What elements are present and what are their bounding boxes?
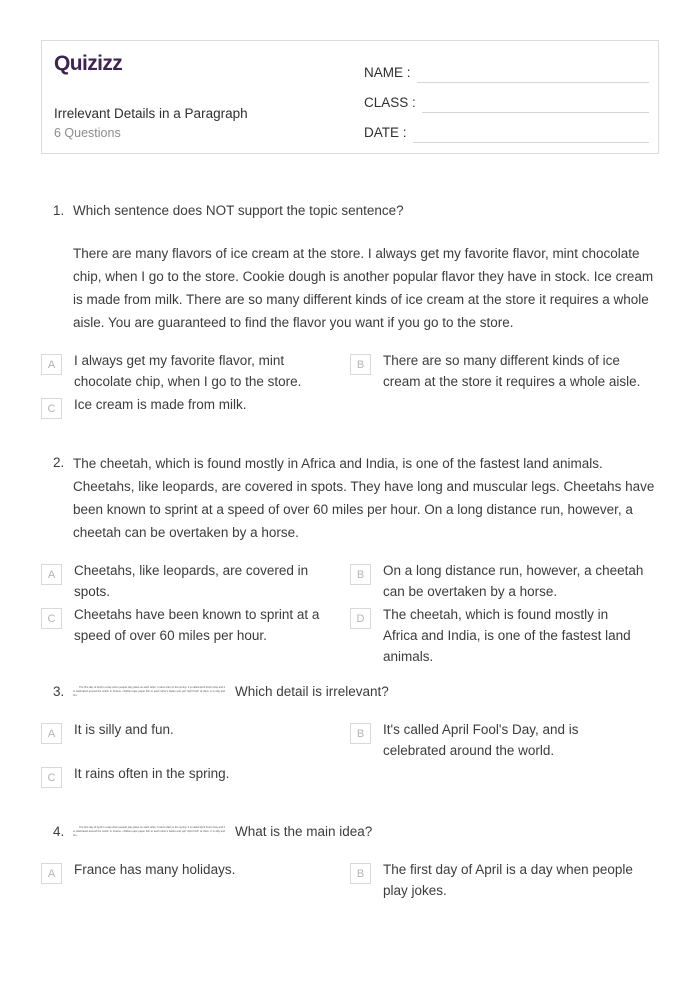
question-1-options-row-2 xyxy=(41,394,659,438)
date-field-input[interactable] xyxy=(413,122,649,143)
question-2-option-b[interactable] xyxy=(350,560,659,604)
question-4 xyxy=(41,821,659,903)
option-letter-b: B xyxy=(350,863,371,884)
question-spacer-1 xyxy=(41,438,659,452)
question-2-options xyxy=(41,560,659,667)
question-1-body xyxy=(73,200,659,334)
option-text-b: There are so many different kinds of ice cream at the store it requires a whole aisle. xyxy=(383,353,641,389)
option-text-b: On a long distance run, however, a cheetah can be overtaken by a horse. xyxy=(383,563,644,599)
question-3-prompt: Which detail is irrelevant? xyxy=(235,684,389,699)
question-4-passage-thumbnail: The first day of April is a day when people play jokes on each other. It rains often in the spring. It is called April Fool's Day and it is celebrated around the world. In France, children tape paper fish to each other's backs and yell "April Fish" at them. It is silly and fun. xyxy=(73,825,225,838)
question-1-option-a[interactable] xyxy=(41,350,350,394)
question-1-prompt: Which sentence does NOT support the topic sentence? xyxy=(73,203,404,218)
question-1-options-row-1 xyxy=(41,350,659,394)
worksheet-header-card xyxy=(41,40,659,154)
option-text-a: I always get my favorite flavor, mint chocolate chip, when I go to the store. xyxy=(74,353,302,389)
question-4-body xyxy=(73,821,659,843)
date-field-label: DATE : xyxy=(364,125,407,140)
question-2-options-row-1 xyxy=(41,560,659,604)
question-1-number: 1. xyxy=(53,203,65,218)
question-4-options-row-1 xyxy=(41,859,659,903)
question-spacer-3 xyxy=(41,807,659,821)
option-text-a: France has many holidays. xyxy=(74,862,236,877)
option-letter-a: A xyxy=(41,723,62,744)
option-letter-b: B xyxy=(350,723,371,744)
option-text-a: It is silly and fun. xyxy=(74,722,174,737)
option-letter-b: B xyxy=(350,354,371,375)
question-1 xyxy=(41,200,659,438)
option-text-b: It's called April Fool's Day, and is celebrated around the world. xyxy=(383,722,579,758)
question-spacer-2 xyxy=(41,667,659,681)
question-4-number: 4. xyxy=(53,824,65,839)
question-3-options-row-2 xyxy=(41,763,659,807)
question-1-head xyxy=(41,200,659,334)
question-1-options xyxy=(41,350,659,438)
question-3-passage-thumbnail: The first day of April is a day when people play jokes on each other. It rains often in the spring. It is called April Fool's Day and it is celebrated around the world. In France, children tape paper fish to each other's backs and yell "April Fish" at them. It is silly and fun. xyxy=(73,685,225,698)
class-field-label: CLASS : xyxy=(364,95,416,110)
question-2-options-row-2 xyxy=(41,604,659,667)
question-4-prompt: What is the main idea? xyxy=(235,824,373,839)
option-text-c: Ice cream is made from milk. xyxy=(74,397,247,412)
option-text-c: It rains often in the spring. xyxy=(74,766,230,781)
name-field-input[interactable] xyxy=(417,62,649,83)
class-field-row xyxy=(364,83,649,113)
option-letter-c: C xyxy=(41,398,62,419)
option-letter-c: C xyxy=(41,608,62,629)
question-3-number: 3. xyxy=(53,684,65,699)
question-3-options-row-1 xyxy=(41,719,659,763)
question-1-paragraph: There are many flavors of ice cream at the store. I always get my favorite flavor, mint chocolate chip, when I go to the store. Cookie dough is another popular flavor they have in stock. Ice cream is made from milk. There are so many different kinds of ice cream at the store it requires a whole aisle. You are guaranteed to find the flavor you want if you go to the store. xyxy=(73,246,654,330)
question-1-option-c[interactable] xyxy=(41,394,350,438)
question-2-number: 2. xyxy=(53,455,65,470)
class-field-input[interactable] xyxy=(422,92,649,113)
question-2-head xyxy=(41,452,659,544)
question-3-option-a[interactable] xyxy=(41,719,350,763)
question-2-option-c[interactable] xyxy=(41,604,350,667)
question-3-body xyxy=(73,681,659,703)
header-left-column xyxy=(54,51,354,141)
question-4-inline-row xyxy=(73,821,659,843)
questions-list xyxy=(41,200,659,903)
question-2-paragraph: The cheetah, which is found mostly in Africa and India, is one of the fastest land animals. Cheetahs, like leopards, are covered in spots. They have long and muscular legs. Cheetahs have been known to sprint at a speed of over 60 miles per hour. On a long distance run, however, a cheetah can be overtaken by a horse. xyxy=(73,456,655,540)
option-letter-a: A xyxy=(41,863,62,884)
option-text-d: The cheetah, which is found mostly in Africa and India, is one of the fastest land animals. xyxy=(383,607,631,664)
option-text-b: The first day of April is a day when people play jokes. xyxy=(383,862,633,898)
question-3 xyxy=(41,681,659,807)
question-3-inline-row xyxy=(73,681,659,703)
question-3-option-b[interactable] xyxy=(350,719,659,763)
option-text-c: Cheetahs have been known to sprint at a speed of over 60 miles per hour. xyxy=(74,607,320,643)
worksheet-title: Irrelevant Details in a Paragraph xyxy=(54,106,248,121)
question-4-option-b[interactable] xyxy=(350,859,659,903)
student-info-fields xyxy=(364,53,649,143)
question-4-option-a[interactable] xyxy=(41,859,350,903)
question-4-head xyxy=(41,821,659,843)
question-2-option-d[interactable] xyxy=(350,604,659,667)
option-letter-d: D xyxy=(350,608,371,629)
option-text-a: Cheetahs, like leopards, are covered in spots. xyxy=(74,563,309,599)
question-1-option-b[interactable] xyxy=(350,350,659,394)
question-3-option-c[interactable] xyxy=(41,763,350,807)
option-letter-c: C xyxy=(41,767,62,788)
question-2 xyxy=(41,452,659,667)
question-4-options xyxy=(41,859,659,903)
question-count: 6 Questions xyxy=(54,126,121,140)
quizizz-logo: Quizizz xyxy=(54,52,123,75)
question-2-option-a[interactable] xyxy=(41,560,350,604)
option-letter-a: A xyxy=(41,354,62,375)
name-field-row xyxy=(364,53,649,83)
question-3-options xyxy=(41,719,659,807)
option-letter-a: A xyxy=(41,564,62,585)
date-field-row xyxy=(364,113,649,143)
question-2-body xyxy=(73,452,659,544)
option-letter-b: B xyxy=(350,564,371,585)
question-3-head xyxy=(41,681,659,703)
name-field-label: NAME : xyxy=(364,65,411,80)
